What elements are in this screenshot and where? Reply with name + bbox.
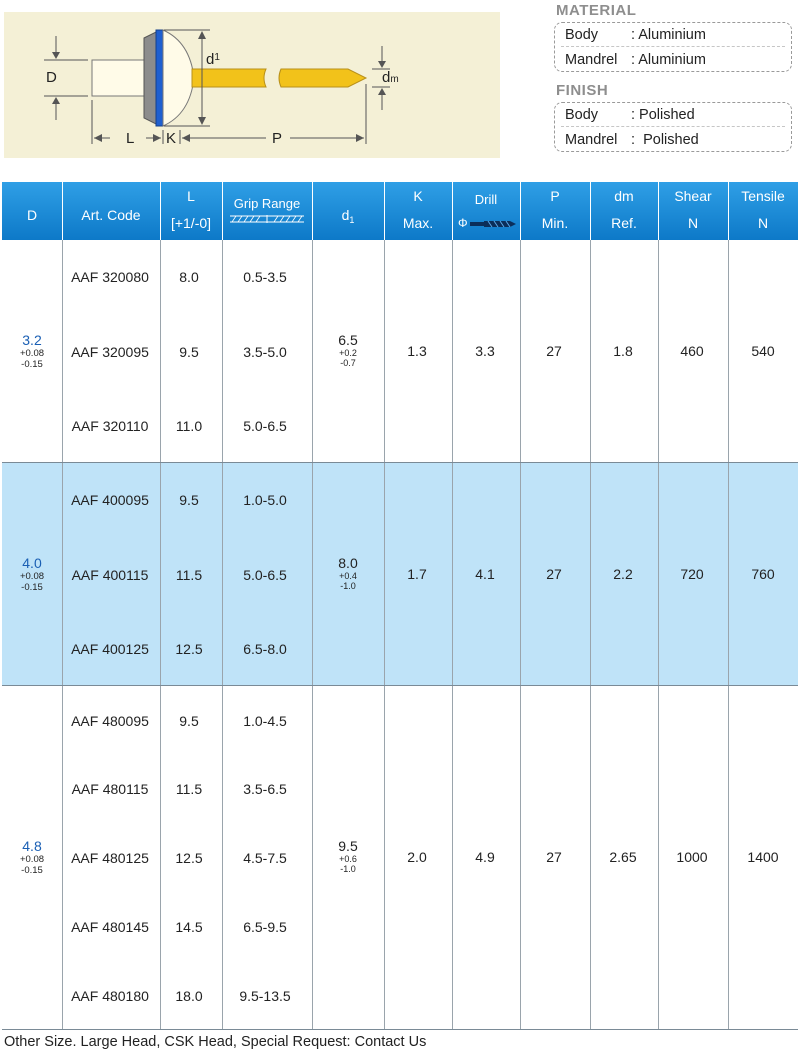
code-cell: AAF 400095 xyxy=(71,492,149,509)
head-diameter-nominal: 6.5 xyxy=(338,331,358,348)
column-divider xyxy=(658,240,659,463)
divider xyxy=(561,46,785,47)
finish-title: FINISH xyxy=(556,82,609,99)
grip-range-cell: 1.0-4.5 xyxy=(243,712,287,729)
column-divider xyxy=(160,463,161,686)
header-divider xyxy=(452,182,453,240)
column-divider xyxy=(62,686,63,1030)
shear-cell: 720 xyxy=(680,565,704,582)
head-diameter-value xyxy=(312,555,384,591)
column-divider xyxy=(222,463,223,686)
column-divider xyxy=(62,463,63,686)
diameter-value xyxy=(2,838,62,876)
diameter-tol-minus: -0.15 xyxy=(21,581,43,593)
column-divider xyxy=(658,686,659,1030)
head-diameter-tol-plus: +0.2 xyxy=(339,347,357,358)
column-divider xyxy=(452,463,453,686)
drill-cell: 4.9 xyxy=(475,849,495,866)
column-divider xyxy=(384,240,385,463)
code-cell: AAF 480125 xyxy=(71,850,149,867)
divider xyxy=(561,126,785,127)
code-cell: AAF 480095 xyxy=(71,712,149,729)
tensile-cell: 540 xyxy=(751,342,775,359)
dim-label-D: D xyxy=(46,69,57,86)
rivet-drawing xyxy=(4,12,500,158)
column-divider xyxy=(160,240,161,463)
grip-range-cell: 4.5-7.5 xyxy=(243,850,287,867)
finish-box xyxy=(554,102,792,152)
header-D: D xyxy=(26,207,38,223)
head-diameter-value xyxy=(312,838,384,874)
grip-range-cell: 5.0-6.5 xyxy=(243,418,287,434)
drill-cell: 3.3 xyxy=(475,342,495,359)
column-divider xyxy=(520,463,521,686)
column-divider xyxy=(312,463,313,686)
grip-range-cell: 1.0-5.0 xyxy=(243,492,287,509)
column-divider xyxy=(452,240,453,463)
rivet-diagram xyxy=(4,12,500,158)
column-divider xyxy=(62,240,63,463)
code-cell: AAF 480145 xyxy=(71,918,149,935)
header-drill: Drill Φ xyxy=(452,182,520,240)
header-P: P Min. xyxy=(541,188,569,231)
column-divider xyxy=(658,463,659,686)
diameter-nominal: 4.8 xyxy=(22,838,42,855)
dim-label-d1: $d^1$ xyxy=(206,51,220,68)
length-cell: 9.5 xyxy=(179,343,199,360)
tensile-cell: 760 xyxy=(751,565,775,582)
head-diameter-tol-plus: +0.4 xyxy=(339,570,357,581)
drill-cell: 4.1 xyxy=(475,565,495,582)
material-mandrel-value: : Aluminium xyxy=(631,52,706,68)
K-cell: 1.3 xyxy=(407,342,427,359)
diameter-tol-plus: +0.08 xyxy=(19,347,45,359)
P-cell: 27 xyxy=(546,565,562,582)
head-diameter-tol-minus: -1.0 xyxy=(340,580,356,591)
grip-range-cell: 3.5-6.5 xyxy=(243,781,287,798)
material-title: MATERIAL xyxy=(556,2,637,19)
material-body-label: Body xyxy=(565,27,599,43)
header-divider xyxy=(658,182,659,240)
column-divider xyxy=(312,686,313,1030)
head-diameter-tol-minus: -1.0 xyxy=(340,864,356,875)
grip-range-cell: 6.5-8.0 xyxy=(243,641,287,658)
dm-cell: 1.8 xyxy=(613,342,633,359)
P-cell: 27 xyxy=(546,849,562,866)
finish-mandrel-value: : Polished xyxy=(631,132,699,148)
length-cell: 11.0 xyxy=(175,418,203,434)
column-divider xyxy=(384,463,385,686)
length-cell: 9.5 xyxy=(179,712,199,729)
length-cell: 12.5 xyxy=(175,850,203,867)
length-cell: 9.5 xyxy=(179,492,199,509)
diameter-tol-plus: +0.08 xyxy=(19,570,45,582)
dim-label-L: L xyxy=(126,130,135,147)
code-cell: AAF 480180 xyxy=(71,987,149,1004)
finish-body-label: Body xyxy=(565,107,599,123)
head-diameter-tol-minus: -0.7 xyxy=(340,357,356,368)
dm-cell: 2.65 xyxy=(609,849,637,866)
diameter-value xyxy=(2,555,62,593)
grip-range-cell: 6.5-9.5 xyxy=(243,918,287,935)
grip-range-cell: 0.5-3.5 xyxy=(243,269,287,286)
dm-cell: 2.2 xyxy=(613,565,633,582)
column-divider xyxy=(728,463,729,686)
length-cell: 8.0 xyxy=(179,269,199,286)
shear-cell: 460 xyxy=(680,342,704,359)
finish-body-value: : Polished xyxy=(631,107,695,123)
grip-range-cell: 9.5-13.5 xyxy=(239,987,291,1004)
dim-label-K: K xyxy=(166,130,177,147)
length-cell: 11.5 xyxy=(175,781,203,798)
column-divider xyxy=(222,240,223,463)
column-divider xyxy=(222,686,223,1030)
column-divider xyxy=(160,686,161,1030)
dim-label-P: P xyxy=(272,130,283,147)
header-divider xyxy=(520,182,521,240)
diameter-tol-plus: +0.08 xyxy=(19,854,45,866)
column-divider xyxy=(384,686,385,1030)
material-box xyxy=(554,22,792,72)
column-divider xyxy=(728,240,729,463)
header-dm: dm Ref. xyxy=(611,188,637,231)
header-divider xyxy=(728,182,729,240)
header-L: L [+1/-0] xyxy=(170,188,212,231)
column-divider xyxy=(312,240,313,463)
diameter-nominal: 4.0 xyxy=(22,554,42,571)
grip-range-cell: 3.5-5.0 xyxy=(243,343,287,360)
header-divider xyxy=(312,182,313,240)
header-tensile: Tensile N xyxy=(741,188,785,231)
head-diameter-nominal: 9.5 xyxy=(338,838,358,855)
K-cell: 1.7 xyxy=(407,565,427,582)
header-divider xyxy=(222,182,223,240)
length-cell: 12.5 xyxy=(175,641,203,658)
header-divider xyxy=(590,182,591,240)
diameter-tol-minus: -0.15 xyxy=(21,865,43,877)
header-divider xyxy=(62,182,63,240)
column-divider xyxy=(520,240,521,463)
table-header xyxy=(2,182,798,240)
length-cell: 18.0 xyxy=(175,987,203,1004)
column-divider xyxy=(590,463,591,686)
code-cell: AAF 320095 xyxy=(71,343,149,360)
header-K: K Max. xyxy=(402,188,434,231)
grip-range-icon xyxy=(230,215,304,223)
code-cell: AAF 400125 xyxy=(71,641,149,658)
code-cell: AAF 320110 xyxy=(71,418,149,434)
dim-label-dm: dm xyxy=(382,69,399,86)
code-cell: AAF 400115 xyxy=(71,566,149,583)
head-diameter-nominal: 8.0 xyxy=(338,554,358,571)
P-cell: 27 xyxy=(546,342,562,359)
header-divider xyxy=(384,182,385,240)
column-divider xyxy=(590,240,591,463)
diameter-nominal: 3.2 xyxy=(22,331,42,348)
material-body-value: : Aluminium xyxy=(631,27,706,43)
shear-cell: 1000 xyxy=(676,849,708,866)
column-divider xyxy=(520,686,521,1030)
tensile-cell: 1400 xyxy=(747,849,779,866)
column-divider xyxy=(728,686,729,1030)
grip-range-cell: 5.0-6.5 xyxy=(243,566,287,583)
column-divider xyxy=(590,686,591,1030)
header-divider xyxy=(160,182,161,240)
drill-icon xyxy=(470,220,516,228)
header-art-code: Art. Code xyxy=(81,207,141,223)
header-shear: Shear N xyxy=(674,188,712,231)
footer-note: Other Size. Large Head, CSK Head, Special Request: Contact Us xyxy=(4,1034,427,1050)
header-grip-range: Grip Range xyxy=(222,182,312,240)
length-cell: 11.5 xyxy=(175,566,203,583)
finish-mandrel-label: Mandrel xyxy=(565,132,618,148)
diameter-tol-minus: -0.15 xyxy=(21,358,43,370)
head-diameter-value xyxy=(312,332,384,368)
head-diameter-tol-plus: +0.6 xyxy=(339,854,357,865)
header-d1: $d_1$ xyxy=(341,207,355,225)
material-mandrel-label: Mandrel xyxy=(565,52,618,68)
group-divider xyxy=(2,1029,798,1030)
K-cell: 2.0 xyxy=(407,849,427,866)
diameter-value xyxy=(2,332,62,370)
code-cell: AAF 320080 xyxy=(71,269,149,286)
code-cell: AAF 480115 xyxy=(71,781,149,798)
length-cell: 14.5 xyxy=(175,918,203,935)
column-divider xyxy=(452,686,453,1030)
